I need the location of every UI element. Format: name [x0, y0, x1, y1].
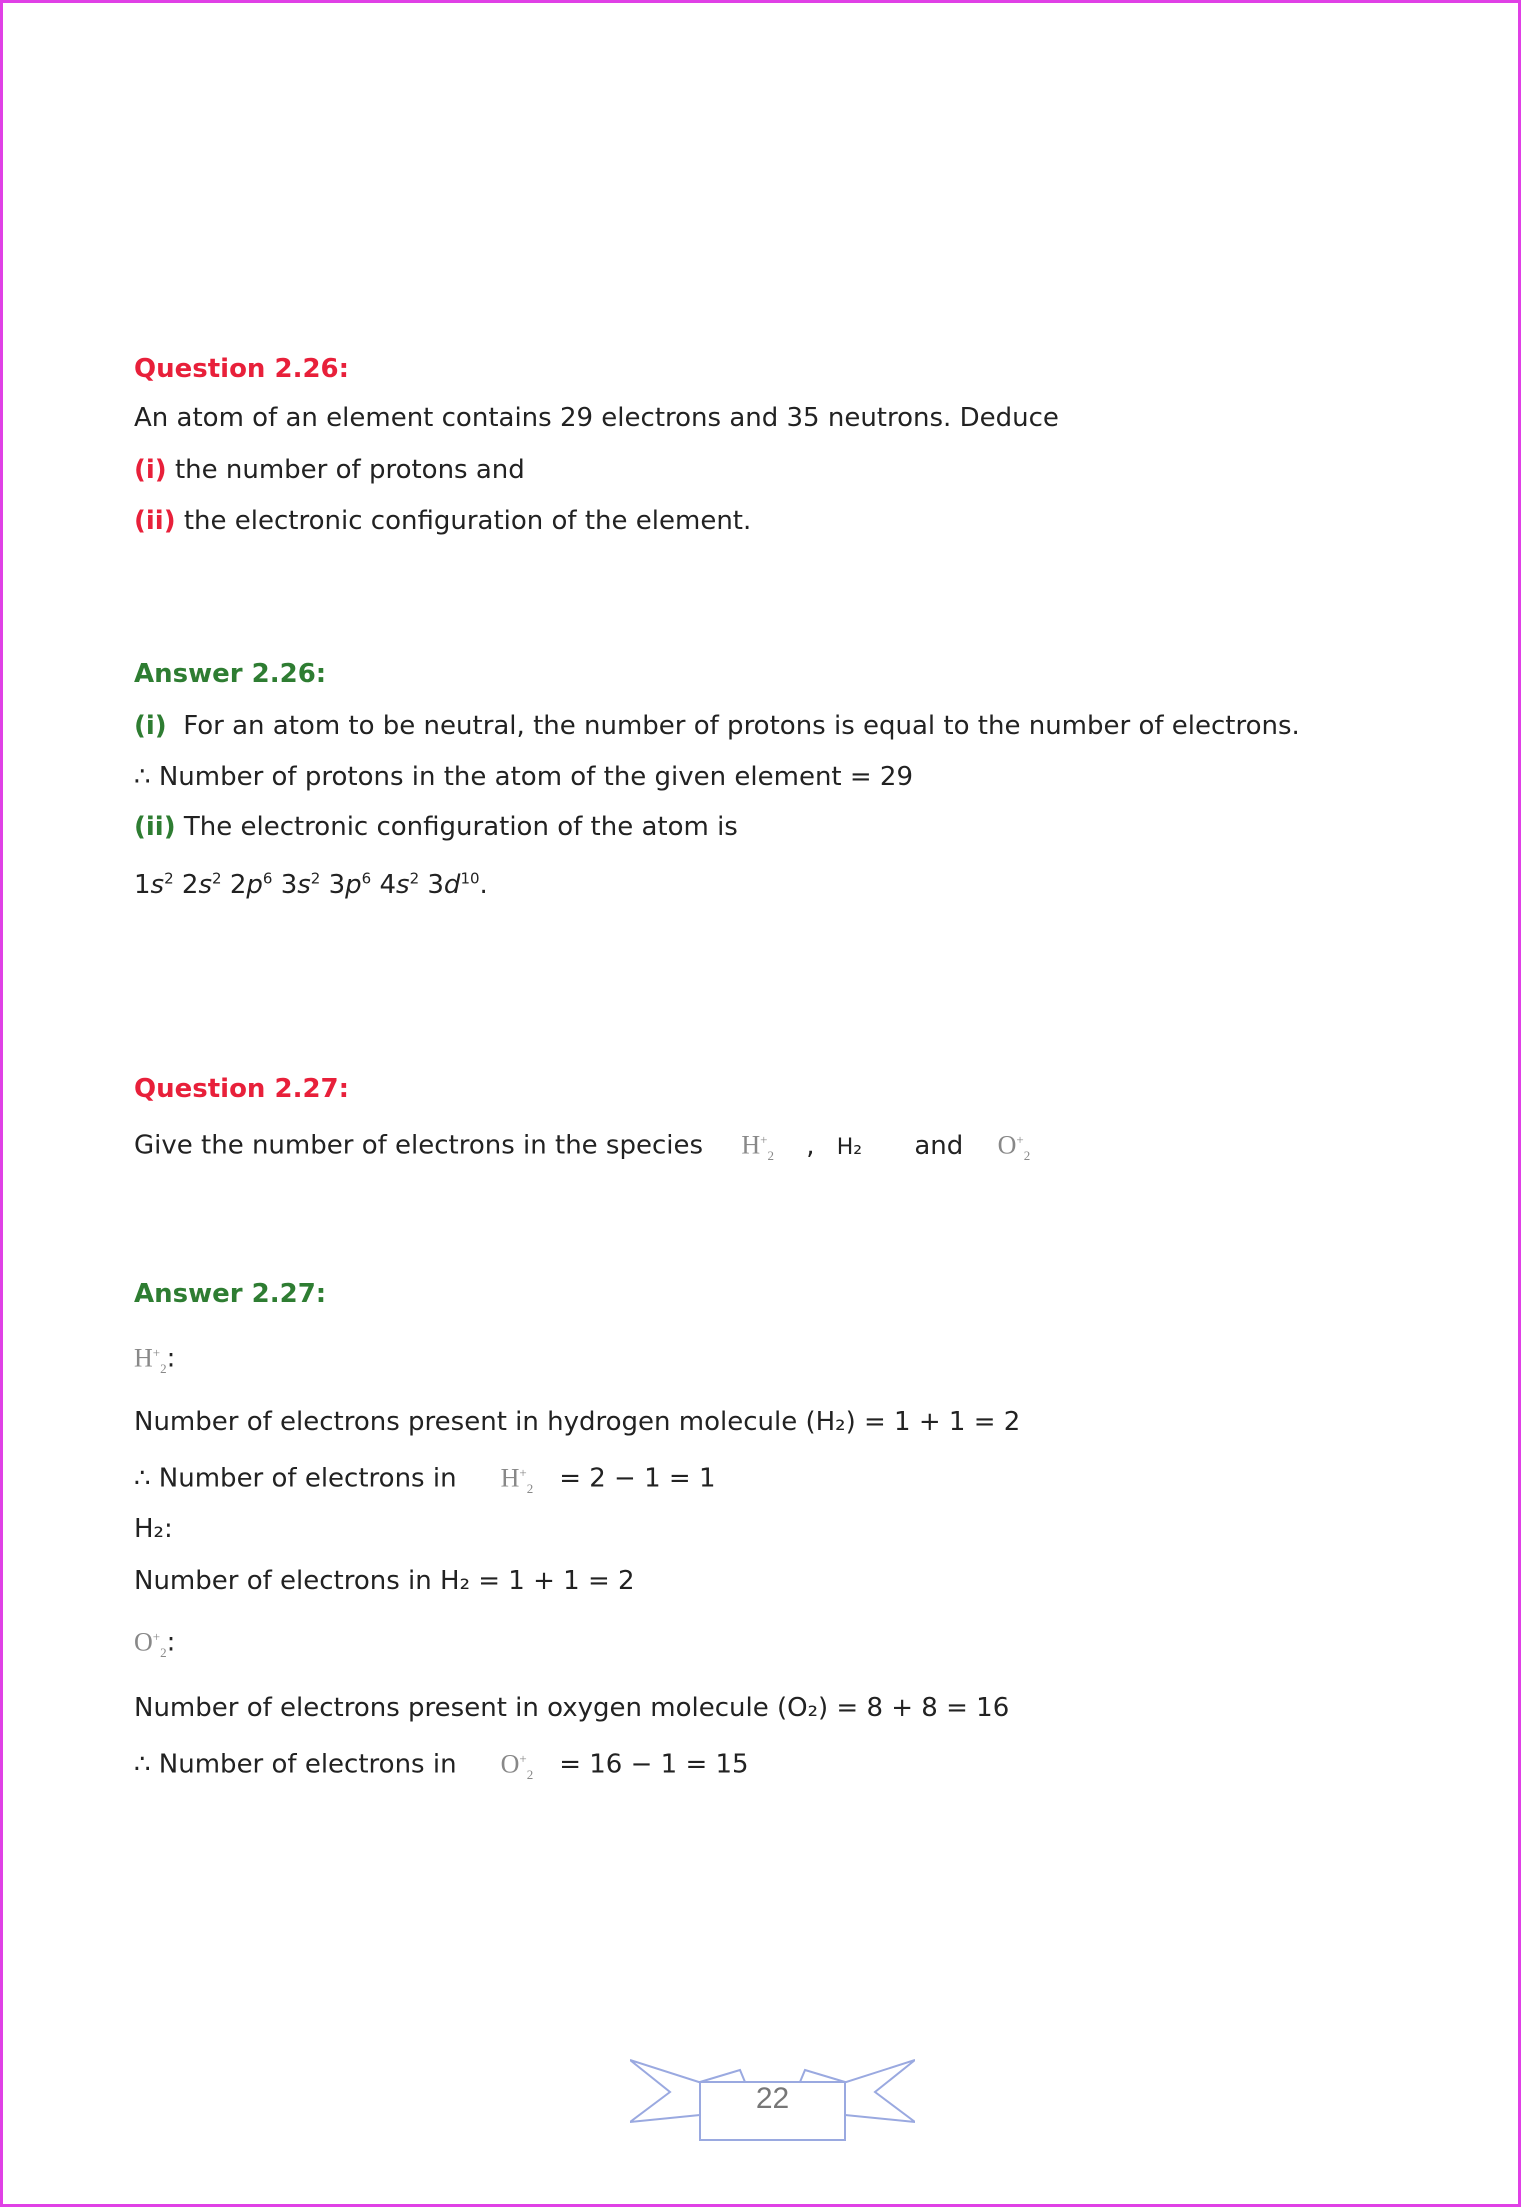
answer-line — [134, 810, 738, 844]
h2-plus-species: $H^+_2$ — [134, 1343, 167, 1376]
item-label: (i) — [134, 455, 167, 485]
question-text-body: Give the number of electrons in the species — [134, 1130, 704, 1161]
item-text: For an atom to be neutral, the number of protons is equal to the number of electrons. — [183, 711, 1300, 741]
answer-heading: Answer 2.27: — [134, 1279, 327, 1309]
and-text: and — [914, 1130, 964, 1161]
therefore-symbol: ∴ — [134, 762, 151, 792]
h2-label: H₂: — [134, 1514, 173, 1544]
question-item — [134, 453, 525, 487]
h2-plus-label: $H^+_2$: — [134, 1336, 175, 1386]
answer-line: ∴ Number of electrons in $O^+_2 = 16 - 1 = 15$ — [134, 1742, 749, 1792]
o2-plus-species: $O^+_2$ — [997, 1130, 1031, 1163]
question-text: An atom of an element contains 29 electrons and 35 neutrons. Deduce — [134, 403, 1059, 433]
page-number: 22 — [755, 2082, 790, 2115]
question-heading: Question 2.27: — [134, 1074, 350, 1104]
h2-species: H₂ — [836, 1134, 863, 1160]
config-text: $1s^2$ $2s^2$ $2p^6$ $3s^2$ $3p^6$ $4s^2$ $3d^{10}$. — [134, 869, 488, 900]
question-heading: Question 2.26: — [134, 354, 350, 384]
item-label: (ii) — [134, 812, 176, 842]
electron-configuration — [134, 861, 488, 902]
page-number-ribbon — [630, 2052, 915, 2147]
answer-line — [134, 709, 1300, 743]
item-label: (i) — [134, 711, 167, 741]
comma: , — [806, 1130, 815, 1161]
item-text: The electronic configuration of the atom is — [183, 812, 738, 842]
answer-heading: Answer 2.26: — [134, 659, 327, 689]
item-text: the number of protons and — [174, 455, 525, 485]
question-item — [134, 504, 751, 538]
o2-plus-species: $O^+_2$ — [134, 1627, 167, 1660]
o2-plus-label: $O^+_2$: — [134, 1620, 175, 1670]
question-text — [134, 1123, 1030, 1173]
item-text: the electronic configuration of the element. — [183, 506, 752, 536]
answer-text: Number of protons in the atom of the given element = 29 — [158, 762, 914, 792]
answer-line: Number of electrons present in oxygen molecule (O₂) = 8 + 8 = 16 — [134, 1693, 1010, 1723]
answer-line: Number of electrons in H₂ = 1 + 1 = 2 — [134, 1566, 635, 1596]
answer-line: ∴ Number of electrons in $H^+_2 = 2 - 1 = 1$ — [134, 1456, 716, 1506]
answer-line — [134, 760, 913, 794]
o2-plus-species: $O^+_2$ — [500, 1749, 534, 1782]
h2-plus-species: $H^+_2$ — [741, 1130, 774, 1163]
item-label: (ii) — [134, 506, 176, 536]
h2-plus-species: $H^+_2$ — [500, 1463, 534, 1496]
answer-line: Number of electrons present in hydrogen molecule (H₂) = 1 + 1 = 2 — [134, 1407, 1021, 1437]
